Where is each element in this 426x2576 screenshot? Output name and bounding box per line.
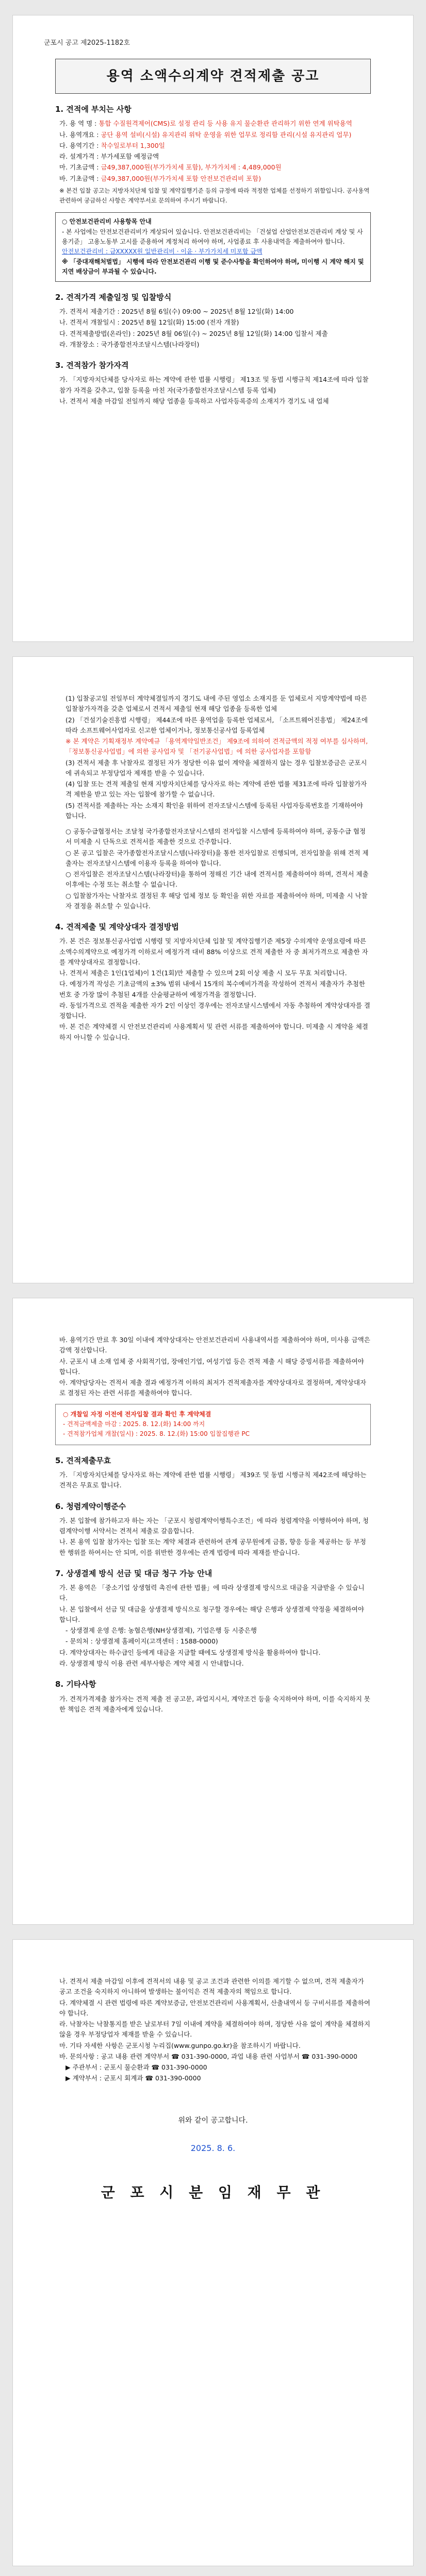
- s1-item: 바. 기초금액 : 금49,387,000원(부가가치세 포함 안전보건관리비 포함): [59, 174, 261, 182]
- s7-item: - 문의처 : 상생결제 홈페이지(고객센터 : 1588-0000): [65, 1637, 218, 1646]
- s2-item: 나. 견적서 개찰일시 : 2025년 8월 12일(화) 15:00 (전자 개찰): [59, 318, 239, 327]
- s4-item: 라. 동일가격으로 견적을 제출한 자가 2인 이상인 경우에는 전자조달시스템에서 자동 추첨하여 계약상대자를 결정합니다.: [59, 1001, 370, 1020]
- section-7-title: 7. 상생결제 방식 선금 및 대금 청구 가능 안내: [55, 1568, 212, 1578]
- section-3-title: 3. 견적참가 참가자격: [55, 361, 129, 370]
- page-4: [13, 1940, 413, 2566]
- p4-line: ▶ 주관부서 : 군포시 물순환과 ☎ 031-390-0000: [65, 2063, 207, 2071]
- s4-item: 나. 견적서 제출은 1인(1업체)이 1건(1회)만 제출할 수 있으며 2회 이상 제출 시 모두 무효 처리합니다.: [59, 969, 347, 977]
- p2-line: (1) 입찰공고일 전일부터 계약체결일까지 경기도 내에 주된 영업소 소재지를 둔 업체로서 지방계약법에 따른 입찰참가자격을 갖춘 업체로서 견적서 제출일 현재 해당 업종을 등록한 업체: [65, 694, 367, 713]
- s2-item: 라. 개찰장소 : 국가종합전자조달시스템(나라장터): [59, 340, 200, 348]
- notice-line: 안전보건관리비 : 금XXXXX원 일반관리비 · 이윤 · 부가가치세 미포함 금액: [62, 248, 263, 256]
- p2-bullet: ○ 전자입찰은 전자조달시스템(나라장터)을 통하여 정해진 기간 내에 견적서를 제출하여야 하며, 견적서 제출 이후에는 수정 또는 취소할 수 없습니다.: [65, 870, 369, 889]
- document-number: 군포시 공고 제2025-1182호: [44, 39, 130, 47]
- p2-bullet: ○ 입찰참가자는 낙찰자로 결정된 후 해당 업체 정보 등 확인을 위한 자료를 제출하여야 하며, 미제출 시 낙찰자 결정을 취소할 수 있습니다.: [65, 891, 368, 910]
- s1-item: 가. 용 역 명 : 통합 수질원격제어(CMS)로 설정 관리 등 사용 유지 물순환관 관리하기 위한 연계 위탁용역: [59, 120, 352, 128]
- notice-line: ※ 「중대재해처벌법」 시행에 따라 안전보건관리 이행 및 준수사항을 확인하여야 하며, 미이행 시 계약 해지 및 지연 배상금이 부과될 수 있습니다.: [62, 258, 364, 276]
- s7-item: - 상생결제 운영 은행: 농협은행(NH상생결제), 기업은행 등 시중은행: [65, 1626, 257, 1635]
- s1-item: 나. 용역개요 : 공단 용역 설비(시설) 유지관리 위탁 운영을 위한 업무로 정리함 관리(시설 유지관리 업무): [59, 130, 352, 139]
- p4-line: 바. 문의사항 : 공고 내용 관련 계약부서 ☎ 031-390-0000, 과업 내용 관련 사업부서 ☎ 031-390-0000: [59, 2052, 357, 2060]
- s3-item: 나. 견적서 제출 마감일 전일까지 해당 업종을 등록하고 사업자등록증의 소재지가 경기도 내 업체: [59, 397, 329, 405]
- p4-line: 다. 계약체결 시 관련 법령에 따른 계약보증금, 안전보건관리비 사용계획서, 산출내역서 등 구비서류를 제출하여야 합니다.: [59, 1998, 370, 2017]
- s3-item: 가. 「지방자치단체를 당사자로 하는 계약에 관한 법률 시행령」 제13조 및 동법 시행규칙 제14조에 따라 입찰참가 자격을 갖추고, 입찰 등록을 마친 자(국가종합전자조달시스템 등록 업체): [59, 376, 369, 394]
- s7-item: 다. 계약상대자는 하수급인 등에게 대금을 지급할 때에도 상생결제 방식을 활용하여야 합니다.: [59, 1648, 321, 1656]
- s1-note: ※ 본건 입찰 공고는 지방자치단체 입찰 및 계약집행기준 등의 규정에 따라 적정한 업체를 선정하기 위함입니다. 공사용역 관련하여 궁금하신 사항은 계약부서로 문의하여 주시기 바랍니다.: [59, 187, 370, 204]
- closing-text: 위와 같이 공고합니다.: [178, 2116, 248, 2125]
- section-1-title: 1. 견적에 부치는 사항: [55, 105, 132, 114]
- schedule-line: ○ 개찰일 자정 이전에 전자입찰 결과 확인 후 계약체결: [63, 1410, 211, 1418]
- s1-item: 라. 설계가격 : 부가세포함 예정금액: [59, 152, 159, 161]
- page-2: [13, 657, 413, 1283]
- s1-item: 다. 용역기간 : 착수일로부터 1,300일: [59, 141, 165, 149]
- p2-bullets: [55, 826, 371, 911]
- p2-line: (4) 입찰 또는 견적 제출일 현재 지방자치단체를 당사자로 하는 계약에 관한 법률 제31조에 따라 입찰참가자격 제한을 받고 있는 자는 입찰에 참가할 수 없습니다.: [65, 780, 367, 799]
- s7-item: 나. 본 입찰에서 선금 및 대금을 상생결제 방식으로 청구할 경우에는 해당 은행과 상생결제 약정을 체결하여야 합니다.: [59, 1605, 364, 1623]
- p3-item: 사. 군포시 내 소재 업체 중 사회적기업, 장애인기업, 여성기업 등은 견적 제출 시 해당 증빙서류를 제출하여야 합니다.: [59, 1357, 364, 1376]
- s6-item: 가. 본 입찰에 참가하고자 하는 자는 「군포시 청렴계약이행특수조건」에 따라 청렴계약을 이행하여야 하며, 청렴계약이행 서약서는 견적서 제출로 갈음합니다.: [59, 1516, 369, 1535]
- p4-line: ▶ 계약부서 : 군포시 회계과 ☎ 031-390-0000: [65, 2074, 201, 2082]
- p2-bullet: ○ 공동수급협정서는 조달청 국가종합전자조달시스템의 전자입찰 시스템에 등록하여야 하며, 공동수급 협정서 미제출 시 단독으로 견적서를 제출한 것으로 간주합니다.: [65, 827, 366, 846]
- s2-item: 다. 견적제출방법(온라인) : 2025년 8월 06일(수) ~ 2025년 8월 12일(화) 14:00 입찰서 제출: [59, 329, 328, 337]
- p2-line: (5) 견적서를 제출하는 자는 소재지 확인을 위하여 전자조달시스템에 등록된 사업자등록번호를 기재하여야 합니다.: [65, 801, 363, 820]
- p2-line: ※ 본 계약은 기획재정부 계약예규 「용역계약일반조건」 제9조에 의하여 견적금액의 적정 여부를 심사하며, 「정보통신공사업법」에 의한 공사업자 및 「전기공사업법」에 의한 공사업자를 포함함: [65, 737, 368, 756]
- p4-line: 라. 낙찰자는 낙찰통지를 받은 날로부터 7일 이내에 계약을 체결하여야 하며, 정당한 사유 없이 계약을 체결하지 않을 경우 부정당업자 제재를 받을 수 있습니다.: [59, 2020, 370, 2039]
- schedule-line: - 견적참가업체 개찰(일시) : 2025. 8. 12.(화) 15:00 입찰집행관 PC: [63, 1430, 250, 1438]
- schedule-box: [55, 1404, 371, 1445]
- section-5-title: 5. 견적제출무효: [55, 1455, 111, 1465]
- page-1: [13, 15, 413, 641]
- section-4-title: 4. 견적제출 및 계약상대자 결정방법: [55, 922, 179, 931]
- s7-item: 가. 본 용역은 「중소기업 상생협력 촉진에 관한 법률」에 따라 상생결제 방식으로 대금을 지급받을 수 있습니다.: [59, 1584, 365, 1602]
- section-2-title: 2. 견적가격 제출일정 및 입찰방식: [55, 292, 172, 302]
- s4-item: 마. 본 건은 계약체결 시 안전보건관리비 사용계획서 및 관련 서류를 제출하여야 합니다. 미제출 시 계약을 체결하지 아니할 수 있습니다.: [59, 1023, 368, 1041]
- notice-line: - 본 사업에는 안전보건관리비가 계상되어 있습니다. 안전보건관리비는 「건설업 산업안전보건관리비 계상 및 사용기준」 고용노동부 고시를 준용하여 계정처리 하여야 하며, 사업종료 후 사용내역을 제출하여야 합니다.: [62, 228, 363, 246]
- safety-cost-notice: [55, 212, 371, 282]
- notice-title: 용역 소액수의계약 견적제출 공고: [55, 59, 371, 94]
- s4-item: 다. 예정가격 작성은 기초금액의 ±3% 범위 내에서 15개의 복수예비가격을 작성하여 견적서 제출자가 추첨한 번호 중 가장 많이 추첨된 4개를 산술평균하여 예정가격을 결정합니다.: [59, 980, 365, 998]
- p2-line: (3) 견적서 제출 후 낙찰자로 결정된 자가 정당한 이유 없이 계약을 체결하지 않는 경우 입찰보증금은 군포시에 귀속되고 부정당업자 제재를 받을 수 있습니다.: [65, 758, 367, 777]
- s5-item: 가. 「지방자치단체를 당사자로 하는 계약에 관한 법률 시행령」 제39조 및 동법 시행규칙 제42조에 해당하는 견적은 무효로 합니다.: [59, 1471, 367, 1489]
- notice-line: ○ 안전보건관리비 사용항목 안내: [62, 218, 152, 226]
- s1-item: 마. 기초금액 : 금49,387,000원(부가가치세 포함), 부가가치세 : 4,489,000원: [59, 163, 282, 172]
- section-6-title: 6. 청렴계약이행준수: [55, 1501, 126, 1511]
- page-3: [13, 1298, 413, 1924]
- schedule-line: - 견적금액제출 마감 : 2025. 8. 12.(화) 14:00 까지: [63, 1420, 205, 1428]
- s4-item: 가. 본 건은 정보통신공사업법 시행령 및 지방자치단체 입찰 및 계약집행기준 제5장 수의계약 운영요령에 따른 소액수의계약으로 예정가격 이하로서 예정가격 대비 88% 이상으로 견적 제출한 자 중 최저가격으로 제출한 자를 계약상대자로 결정합니다.: [59, 937, 368, 966]
- s6-item: 나. 본 용역 입찰 참가자는 입찰 또는 계약 체결과 관련하여 관계 공무원에게 금품, 향응 등을 제공하는 등 부정한 행위를 하여서는 안 되며, 이를 위반한 경우에는 관계 법령에 따라 제재를 받습니다.: [59, 1538, 366, 1556]
- s2-item: 가. 견적서 제출기간 : 2025년 8월 6일(수) 09:00 ~ 2025년 8월 12일(화) 14:00: [59, 308, 294, 316]
- p2-line: (2) 「건설기술진흥법 시행령」 제44조에 따른 용역업을 등록한 업체로서, 「소프트웨어진흥법」 제24조에 따라 소프트웨어사업자로 신고한 업체이거나, 정보통신공사업 등록업체: [65, 716, 368, 734]
- p4-line: 나. 견적서 제출 마감일 이후에 견적서의 내용 및 공고 조건과 관련한 이의를 제기할 수 없으며, 견적 제출자가 공고 조건을 숙지하지 아니하여 발생하는 불이익은 견적 제출자의 책임으로 합니다.: [59, 1977, 364, 1996]
- p3-item: 바. 용역기간 만료 후 30일 이내에 계약상대자는 안전보건관리비 사용내역서를 제출하여야 하며, 미사용 금액은 감액 정산합니다.: [59, 1336, 370, 1354]
- s7-item: 라. 상생결제 방식 이용 관련 세부사항은 계약 체결 시 안내합니다.: [59, 1659, 244, 1667]
- p2-bullet: ○ 본 공고 입찰은 국가종합전자조달시스템(나라장터)을 통한 전자입찰로 진행되며, 전자입찰을 위해 견적 제출자는 전자조달시스템에 이용자 등록을 하여야 합니다.: [65, 849, 369, 867]
- p3-item: 아. 계약담당자는 견적서 제출 결과 예정가격 이하의 최저가 견적제출자를 계약상대자로 결정하며, 계약상대자로 결정된 자는 관련 서류를 제출하여야 합니다.: [59, 1379, 367, 1397]
- s8-item: 가. 견적가격제출 참가자는 견적 제출 전 공고문, 과업지시서, 계약조건 등을 숙지하여야 하며, 이를 숙지하지 못한 책임은 견적 제출자에게 있습니다.: [59, 1694, 370, 1713]
- section-1-items: [55, 118, 371, 184]
- p4-line: 마. 기타 자세한 사항은 군포시청 누리집(www.gunpo.go.kr)을 참조하시기 바랍니다.: [59, 2041, 301, 2049]
- section-8-title: 8. 기타사항: [55, 1680, 96, 1689]
- issuer: 군 포 시 분 임 재 무 관: [101, 2184, 325, 2201]
- notice-date: 2025. 8. 6.: [190, 2143, 236, 2154]
